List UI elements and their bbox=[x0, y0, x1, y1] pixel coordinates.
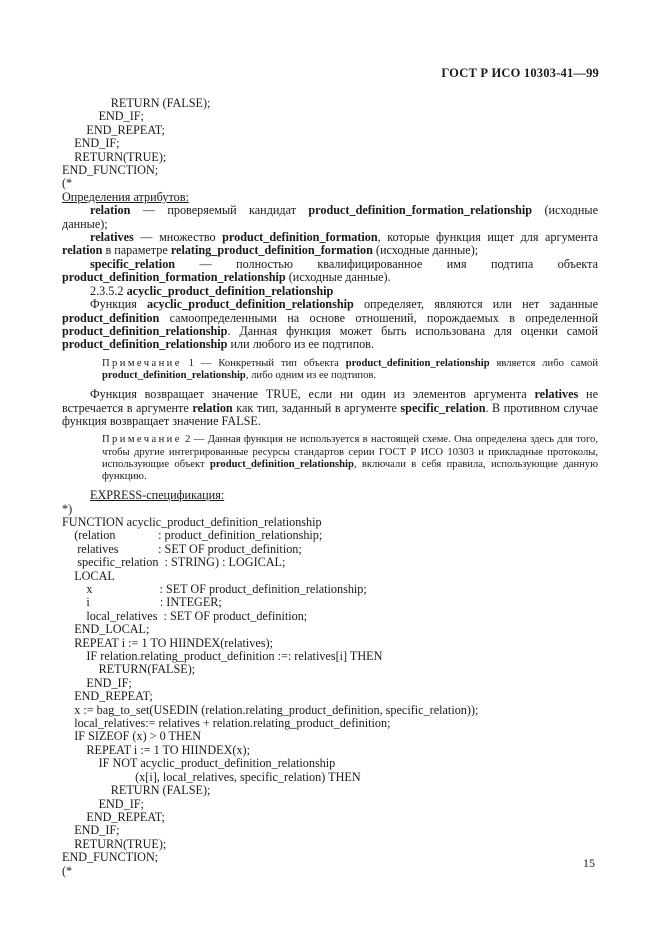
attribute-relatives: relatives — множество product_definition_formation, которые функция ищет для аргумента relation в параметре relating_product_definition_formation (исходные данные); bbox=[62, 230, 598, 258]
code-line: (relation : product_definition_relationship; bbox=[62, 528, 323, 543]
code-line: END_FUNCTION; bbox=[62, 850, 159, 865]
code-line: (* bbox=[62, 863, 73, 878]
paragraph-function-description: Функция acyclic_product_definition_relationship определяет, являются или нет заданные product_definition самоопределенными на основе отношений, порождаемых в определенной product_definition_relationship. Данная функция может быть использована для оценки самой product_definition_relationship или любого из ее подтипов. bbox=[62, 297, 598, 352]
code-line: RETURN(TRUE); bbox=[62, 836, 167, 851]
attribute-relation: relation — проверяемый кандидат product_definition_formation_relationship (исходные данные); bbox=[62, 203, 598, 231]
code-line: i : INTEGER; bbox=[62, 595, 222, 610]
note-1: Примечание 1 — Конкретный тип объекта product_definition_relationship является либо самой product_definition_relationship, либо одним из ее подтипов. bbox=[102, 357, 598, 381]
code-line: RETURN (FALSE); bbox=[62, 96, 211, 110]
code-line: LOCAL bbox=[62, 568, 115, 583]
code-line: END_LOCAL; bbox=[62, 622, 150, 637]
attributes-title: Определения атрибутов: bbox=[62, 189, 189, 204]
code-line: REPEAT i := 1 TO HIINDEX(relatives); bbox=[62, 635, 273, 650]
page-number: 15 bbox=[583, 856, 595, 870]
code-line: x := bag_to_set(USEDIN (relation.relating_product_definition, specific_relation)); bbox=[62, 702, 479, 717]
code-line: (x[i], local_relatives, specific_relation) THEN bbox=[62, 769, 361, 784]
code-line: END_REPEAT; bbox=[62, 689, 153, 704]
code-line: relatives : SET OF product_definition; bbox=[62, 541, 302, 556]
code-block-express bbox=[62, 503, 598, 878]
code-line: END_IF; bbox=[62, 823, 120, 838]
code-line: (* bbox=[62, 176, 73, 191]
code-line: IF SIZEOF (x) > 0 THEN bbox=[62, 729, 202, 744]
code-line: local_relatives:= relatives + relation.relating_product_definition; bbox=[62, 716, 391, 731]
code-line: x : SET OF product_definition_relationship; bbox=[62, 582, 367, 596]
code-line: *) bbox=[62, 501, 73, 516]
code-block-top bbox=[62, 97, 598, 191]
code-line: RETURN (FALSE); bbox=[62, 783, 211, 798]
code-line: RETURN(FALSE); bbox=[62, 662, 196, 677]
code-line: END_FUNCTION; bbox=[62, 163, 159, 178]
page-content bbox=[62, 97, 598, 878]
code-line: FUNCTION acyclic_product_definition_relationship bbox=[62, 514, 322, 529]
attribute-specific-relation: specific_relation — полностью квалифицированное имя подтипа объекта product_definition_formation_relationship (исходные данные). bbox=[62, 256, 598, 285]
section-heading: 2.3.5.2 acyclic_product_definition_relationship bbox=[90, 283, 334, 298]
code-line: RETURN(TRUE); bbox=[62, 149, 167, 164]
code-line: specific_relation : STRING) : LOGICAL; bbox=[62, 555, 286, 570]
express-title: EXPRESS-спецификация: bbox=[90, 488, 225, 503]
code-line: REPEAT i := 1 TO HIINDEX(x); bbox=[62, 742, 250, 757]
code-line: IF NOT acyclic_product_definition_relationship bbox=[62, 756, 336, 771]
document-header: ГОСТ Р ИСО 10303-41—99 bbox=[441, 66, 599, 80]
code-line: local_relatives : SET OF product_definition; bbox=[62, 608, 308, 623]
paragraph-return-value: Функция возвращает значение TRUE, если ни один из элементов аргумента relatives не встречается в аргументе relation как тип, заданный в аргументе specific_relation. В противном случае функция возвращает значение FALSE. bbox=[62, 387, 598, 428]
note-2: Примечание 2 — Данная функция не используется в настоящей схеме. Она определена здесь для того, чтобы другие интегрированные ресурсы стандартов серии ГОСТ Р ИСО 10303 и прикладные протоколы, использующие объект product_definition_relationship, включали в себя правила, использующие данную функцию. bbox=[102, 434, 598, 482]
code-line: END_REPEAT; bbox=[62, 809, 165, 824]
code-line: END_IF; bbox=[62, 796, 144, 811]
code-line: END_IF; bbox=[62, 136, 120, 151]
code-line: END_REPEAT; bbox=[62, 122, 165, 137]
code-line: END_IF; bbox=[62, 109, 144, 124]
code-line: IF relation.relating_product_definition :=: relatives[i] THEN bbox=[62, 649, 383, 664]
code-line: END_IF; bbox=[62, 675, 132, 690]
